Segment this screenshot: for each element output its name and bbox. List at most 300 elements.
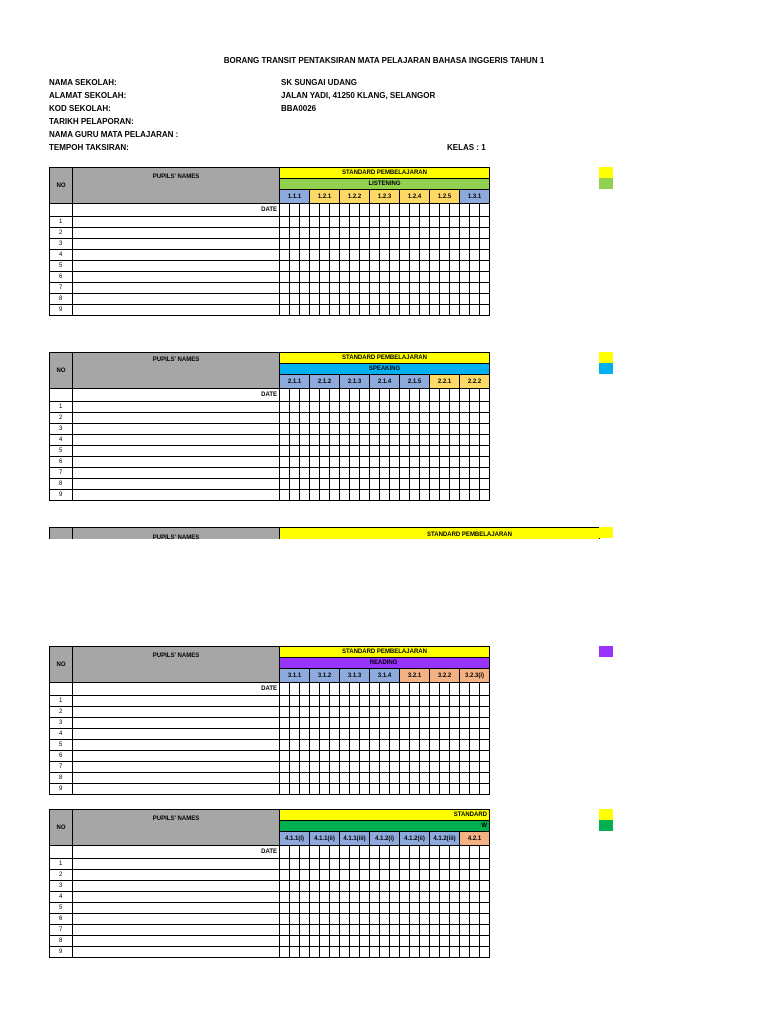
score-cell[interactable]	[290, 457, 300, 468]
score-cell[interactable]	[360, 457, 370, 468]
score-cell[interactable]	[290, 468, 300, 479]
pupil-name-cell[interactable]	[73, 250, 280, 261]
score-cell[interactable]	[390, 881, 400, 892]
score-cell[interactable]	[390, 903, 400, 914]
score-cell[interactable]	[410, 402, 420, 413]
score-cell[interactable]	[430, 707, 440, 718]
score-cell[interactable]	[440, 479, 450, 490]
score-cell[interactable]	[320, 435, 330, 446]
score-cell[interactable]	[360, 762, 370, 773]
score-cell[interactable]	[370, 892, 380, 903]
score-cell[interactable]	[280, 468, 290, 479]
score-cell[interactable]	[360, 718, 370, 729]
score-cell[interactable]	[440, 413, 450, 424]
score-cell[interactable]	[480, 283, 490, 294]
score-cell[interactable]	[310, 925, 320, 936]
score-cell[interactable]	[300, 305, 310, 316]
score-cell[interactable]	[430, 413, 440, 424]
score-cell[interactable]	[430, 228, 440, 239]
score-cell[interactable]	[350, 903, 360, 914]
score-cell[interactable]	[350, 272, 360, 283]
score-cell[interactable]	[430, 947, 440, 958]
date-cell[interactable]	[300, 683, 310, 696]
score-cell[interactable]	[370, 283, 380, 294]
score-cell[interactable]	[290, 892, 300, 903]
date-cell[interactable]	[460, 846, 470, 859]
score-cell[interactable]	[340, 294, 350, 305]
score-cell[interactable]	[460, 740, 470, 751]
score-cell[interactable]	[360, 294, 370, 305]
score-cell[interactable]	[430, 490, 440, 501]
score-cell[interactable]	[380, 773, 390, 784]
date-cell[interactable]	[350, 846, 360, 859]
score-cell[interactable]	[370, 751, 380, 762]
score-cell[interactable]	[300, 881, 310, 892]
score-cell[interactable]	[320, 424, 330, 435]
date-cell[interactable]	[480, 683, 490, 696]
score-cell[interactable]	[470, 696, 480, 707]
date-cell[interactable]	[370, 204, 380, 217]
score-cell[interactable]	[340, 936, 350, 947]
score-cell[interactable]	[440, 228, 450, 239]
date-cell[interactable]	[370, 389, 380, 402]
score-cell[interactable]	[280, 479, 290, 490]
score-cell[interactable]	[420, 696, 430, 707]
score-cell[interactable]	[370, 228, 380, 239]
score-cell[interactable]	[330, 490, 340, 501]
score-cell[interactable]	[350, 424, 360, 435]
score-cell[interactable]	[440, 457, 450, 468]
score-cell[interactable]	[330, 773, 340, 784]
score-cell[interactable]	[320, 773, 330, 784]
score-cell[interactable]	[340, 881, 350, 892]
score-cell[interactable]	[450, 446, 460, 457]
score-cell[interactable]	[470, 261, 480, 272]
score-cell[interactable]	[380, 740, 390, 751]
score-cell[interactable]	[310, 696, 320, 707]
score-cell[interactable]	[460, 903, 470, 914]
score-cell[interactable]	[390, 773, 400, 784]
score-cell[interactable]	[330, 729, 340, 740]
score-cell[interactable]	[320, 740, 330, 751]
score-cell[interactable]	[480, 457, 490, 468]
score-cell[interactable]	[430, 283, 440, 294]
score-cell[interactable]	[280, 228, 290, 239]
score-cell[interactable]	[410, 729, 420, 740]
score-cell[interactable]	[350, 446, 360, 457]
score-cell[interactable]	[290, 729, 300, 740]
score-cell[interactable]	[480, 413, 490, 424]
score-cell[interactable]	[380, 446, 390, 457]
score-cell[interactable]	[440, 402, 450, 413]
score-cell[interactable]	[430, 457, 440, 468]
score-cell[interactable]	[360, 239, 370, 250]
score-cell[interactable]	[460, 272, 470, 283]
score-cell[interactable]	[360, 729, 370, 740]
pupil-name-cell[interactable]	[73, 490, 280, 501]
score-cell[interactable]	[420, 729, 430, 740]
score-cell[interactable]	[300, 435, 310, 446]
score-cell[interactable]	[350, 457, 360, 468]
score-cell[interactable]	[430, 925, 440, 936]
score-cell[interactable]	[470, 914, 480, 925]
score-cell[interactable]	[290, 424, 300, 435]
score-cell[interactable]	[370, 446, 380, 457]
score-cell[interactable]	[480, 468, 490, 479]
pupil-name-cell[interactable]	[73, 239, 280, 250]
score-cell[interactable]	[320, 305, 330, 316]
score-cell[interactable]	[430, 762, 440, 773]
score-cell[interactable]	[370, 762, 380, 773]
score-cell[interactable]	[360, 751, 370, 762]
score-cell[interactable]	[450, 424, 460, 435]
pupil-name-cell[interactable]	[73, 446, 280, 457]
score-cell[interactable]	[480, 936, 490, 947]
score-cell[interactable]	[340, 272, 350, 283]
score-cell[interactable]	[330, 936, 340, 947]
score-cell[interactable]	[280, 250, 290, 261]
score-cell[interactable]	[420, 424, 430, 435]
score-cell[interactable]	[400, 696, 410, 707]
score-cell[interactable]	[480, 740, 490, 751]
pupil-name-cell[interactable]	[73, 294, 280, 305]
score-cell[interactable]	[350, 773, 360, 784]
score-cell[interactable]	[290, 870, 300, 881]
score-cell[interactable]	[340, 468, 350, 479]
score-cell[interactable]	[410, 762, 420, 773]
score-cell[interactable]	[360, 479, 370, 490]
score-cell[interactable]	[280, 239, 290, 250]
score-cell[interactable]	[350, 294, 360, 305]
score-cell[interactable]	[340, 947, 350, 958]
score-cell[interactable]	[320, 914, 330, 925]
score-cell[interactable]	[440, 729, 450, 740]
score-cell[interactable]	[440, 283, 450, 294]
score-cell[interactable]	[400, 479, 410, 490]
score-cell[interactable]	[450, 947, 460, 958]
date-cell[interactable]	[290, 683, 300, 696]
score-cell[interactable]	[340, 305, 350, 316]
score-cell[interactable]	[470, 468, 480, 479]
score-cell[interactable]	[460, 435, 470, 446]
score-cell[interactable]	[290, 261, 300, 272]
score-cell[interactable]	[350, 250, 360, 261]
score-cell[interactable]	[410, 457, 420, 468]
score-cell[interactable]	[450, 881, 460, 892]
score-cell[interactable]	[380, 402, 390, 413]
score-cell[interactable]	[370, 250, 380, 261]
score-cell[interactable]	[280, 740, 290, 751]
score-cell[interactable]	[410, 696, 420, 707]
date-cell[interactable]	[480, 846, 490, 859]
score-cell[interactable]	[440, 435, 450, 446]
score-cell[interactable]	[460, 718, 470, 729]
score-cell[interactable]	[290, 435, 300, 446]
score-cell[interactable]	[330, 261, 340, 272]
score-cell[interactable]	[360, 892, 370, 903]
score-cell[interactable]	[320, 751, 330, 762]
score-cell[interactable]	[280, 435, 290, 446]
score-cell[interactable]	[410, 870, 420, 881]
score-cell[interactable]	[370, 413, 380, 424]
score-cell[interactable]	[310, 859, 320, 870]
date-cell[interactable]	[460, 389, 470, 402]
score-cell[interactable]	[300, 468, 310, 479]
score-cell[interactable]	[430, 239, 440, 250]
score-cell[interactable]	[300, 859, 310, 870]
score-cell[interactable]	[430, 468, 440, 479]
score-cell[interactable]	[320, 250, 330, 261]
score-cell[interactable]	[310, 239, 320, 250]
score-cell[interactable]	[330, 468, 340, 479]
score-cell[interactable]	[360, 424, 370, 435]
date-cell[interactable]	[300, 846, 310, 859]
score-cell[interactable]	[380, 762, 390, 773]
score-cell[interactable]	[290, 402, 300, 413]
score-cell[interactable]	[330, 751, 340, 762]
score-cell[interactable]	[410, 892, 420, 903]
score-cell[interactable]	[470, 947, 480, 958]
score-cell[interactable]	[290, 217, 300, 228]
score-cell[interactable]	[430, 305, 440, 316]
score-cell[interactable]	[460, 729, 470, 740]
score-cell[interactable]	[310, 718, 320, 729]
score-cell[interactable]	[460, 751, 470, 762]
score-cell[interactable]	[430, 424, 440, 435]
score-cell[interactable]	[480, 305, 490, 316]
score-cell[interactable]	[310, 914, 320, 925]
score-cell[interactable]	[290, 784, 300, 795]
score-cell[interactable]	[330, 457, 340, 468]
date-cell[interactable]	[450, 389, 460, 402]
score-cell[interactable]	[450, 740, 460, 751]
score-cell[interactable]	[420, 947, 430, 958]
score-cell[interactable]	[380, 718, 390, 729]
score-cell[interactable]	[350, 239, 360, 250]
score-cell[interactable]	[460, 925, 470, 936]
score-cell[interactable]	[450, 261, 460, 272]
score-cell[interactable]	[340, 424, 350, 435]
score-cell[interactable]	[280, 751, 290, 762]
score-cell[interactable]	[340, 402, 350, 413]
score-cell[interactable]	[310, 272, 320, 283]
score-cell[interactable]	[420, 239, 430, 250]
score-cell[interactable]	[420, 305, 430, 316]
pupil-name-cell[interactable]	[73, 729, 280, 740]
score-cell[interactable]	[430, 696, 440, 707]
score-cell[interactable]	[380, 228, 390, 239]
date-cell[interactable]	[370, 683, 380, 696]
score-cell[interactable]	[430, 903, 440, 914]
score-cell[interactable]	[370, 925, 380, 936]
score-cell[interactable]	[470, 272, 480, 283]
score-cell[interactable]	[370, 239, 380, 250]
score-cell[interactable]	[290, 490, 300, 501]
score-cell[interactable]	[340, 239, 350, 250]
score-cell[interactable]	[390, 435, 400, 446]
score-cell[interactable]	[460, 305, 470, 316]
score-cell[interactable]	[480, 402, 490, 413]
score-cell[interactable]	[330, 903, 340, 914]
score-cell[interactable]	[450, 936, 460, 947]
date-cell[interactable]	[280, 846, 290, 859]
score-cell[interactable]	[410, 424, 420, 435]
score-cell[interactable]	[320, 468, 330, 479]
score-cell[interactable]	[450, 435, 460, 446]
date-cell[interactable]	[370, 846, 380, 859]
score-cell[interactable]	[410, 479, 420, 490]
pupil-name-cell[interactable]	[73, 413, 280, 424]
score-cell[interactable]	[480, 272, 490, 283]
score-cell[interactable]	[380, 936, 390, 947]
score-cell[interactable]	[380, 903, 390, 914]
score-cell[interactable]	[330, 413, 340, 424]
score-cell[interactable]	[410, 239, 420, 250]
score-cell[interactable]	[460, 228, 470, 239]
score-cell[interactable]	[410, 305, 420, 316]
score-cell[interactable]	[400, 773, 410, 784]
score-cell[interactable]	[470, 892, 480, 903]
score-cell[interactable]	[390, 217, 400, 228]
score-cell[interactable]	[300, 239, 310, 250]
score-cell[interactable]	[450, 250, 460, 261]
score-cell[interactable]	[390, 479, 400, 490]
pupil-name-cell[interactable]	[73, 784, 280, 795]
score-cell[interactable]	[310, 729, 320, 740]
score-cell[interactable]	[290, 294, 300, 305]
score-cell[interactable]	[370, 272, 380, 283]
date-cell[interactable]	[320, 204, 330, 217]
score-cell[interactable]	[400, 936, 410, 947]
score-cell[interactable]	[460, 914, 470, 925]
score-cell[interactable]	[440, 272, 450, 283]
date-cell[interactable]	[470, 204, 480, 217]
score-cell[interactable]	[370, 740, 380, 751]
score-cell[interactable]	[340, 479, 350, 490]
score-cell[interactable]	[350, 751, 360, 762]
score-cell[interactable]	[430, 914, 440, 925]
score-cell[interactable]	[370, 914, 380, 925]
score-cell[interactable]	[300, 413, 310, 424]
score-cell[interactable]	[340, 283, 350, 294]
score-cell[interactable]	[320, 217, 330, 228]
score-cell[interactable]	[460, 773, 470, 784]
score-cell[interactable]	[430, 773, 440, 784]
score-cell[interactable]	[440, 261, 450, 272]
score-cell[interactable]	[470, 402, 480, 413]
score-cell[interactable]	[470, 773, 480, 784]
date-cell[interactable]	[310, 683, 320, 696]
score-cell[interactable]	[300, 707, 310, 718]
pupil-name-cell[interactable]	[73, 457, 280, 468]
score-cell[interactable]	[300, 751, 310, 762]
score-cell[interactable]	[380, 305, 390, 316]
score-cell[interactable]	[390, 457, 400, 468]
score-cell[interactable]	[390, 707, 400, 718]
score-cell[interactable]	[420, 925, 430, 936]
pupil-name-cell[interactable]	[73, 479, 280, 490]
score-cell[interactable]	[340, 217, 350, 228]
score-cell[interactable]	[340, 903, 350, 914]
score-cell[interactable]	[370, 903, 380, 914]
score-cell[interactable]	[370, 707, 380, 718]
score-cell[interactable]	[380, 751, 390, 762]
score-cell[interactable]	[280, 870, 290, 881]
score-cell[interactable]	[460, 859, 470, 870]
score-cell[interactable]	[480, 294, 490, 305]
score-cell[interactable]	[320, 457, 330, 468]
pupil-name-cell[interactable]	[73, 762, 280, 773]
score-cell[interactable]	[400, 283, 410, 294]
score-cell[interactable]	[410, 446, 420, 457]
score-cell[interactable]	[280, 903, 290, 914]
date-cell[interactable]	[310, 389, 320, 402]
score-cell[interactable]	[310, 217, 320, 228]
score-cell[interactable]	[470, 446, 480, 457]
score-cell[interactable]	[280, 892, 290, 903]
score-cell[interactable]	[360, 446, 370, 457]
score-cell[interactable]	[410, 773, 420, 784]
score-cell[interactable]	[320, 762, 330, 773]
score-cell[interactable]	[370, 773, 380, 784]
score-cell[interactable]	[410, 272, 420, 283]
score-cell[interactable]	[320, 413, 330, 424]
score-cell[interactable]	[360, 707, 370, 718]
score-cell[interactable]	[290, 446, 300, 457]
date-cell[interactable]	[380, 204, 390, 217]
score-cell[interactable]	[350, 729, 360, 740]
score-cell[interactable]	[360, 859, 370, 870]
score-cell[interactable]	[410, 490, 420, 501]
score-cell[interactable]	[310, 762, 320, 773]
date-cell[interactable]	[330, 683, 340, 696]
score-cell[interactable]	[380, 859, 390, 870]
score-cell[interactable]	[290, 305, 300, 316]
score-cell[interactable]	[440, 859, 450, 870]
score-cell[interactable]	[310, 490, 320, 501]
score-cell[interactable]	[330, 859, 340, 870]
score-cell[interactable]	[320, 707, 330, 718]
score-cell[interactable]	[450, 870, 460, 881]
date-cell[interactable]	[450, 846, 460, 859]
score-cell[interactable]	[410, 859, 420, 870]
score-cell[interactable]	[360, 305, 370, 316]
date-cell[interactable]	[430, 846, 440, 859]
score-cell[interactable]	[480, 947, 490, 958]
score-cell[interactable]	[450, 892, 460, 903]
score-cell[interactable]	[400, 261, 410, 272]
score-cell[interactable]	[370, 424, 380, 435]
score-cell[interactable]	[470, 707, 480, 718]
score-cell[interactable]	[470, 740, 480, 751]
score-cell[interactable]	[410, 784, 420, 795]
score-cell[interactable]	[290, 762, 300, 773]
score-cell[interactable]	[440, 936, 450, 947]
score-cell[interactable]	[340, 870, 350, 881]
score-cell[interactable]	[470, 729, 480, 740]
score-cell[interactable]	[360, 217, 370, 228]
score-cell[interactable]	[360, 261, 370, 272]
score-cell[interactable]	[440, 914, 450, 925]
score-cell[interactable]	[420, 435, 430, 446]
score-cell[interactable]	[430, 892, 440, 903]
score-cell[interactable]	[440, 762, 450, 773]
score-cell[interactable]	[310, 294, 320, 305]
date-cell[interactable]	[470, 846, 480, 859]
score-cell[interactable]	[420, 457, 430, 468]
score-cell[interactable]	[410, 718, 420, 729]
score-cell[interactable]	[350, 261, 360, 272]
